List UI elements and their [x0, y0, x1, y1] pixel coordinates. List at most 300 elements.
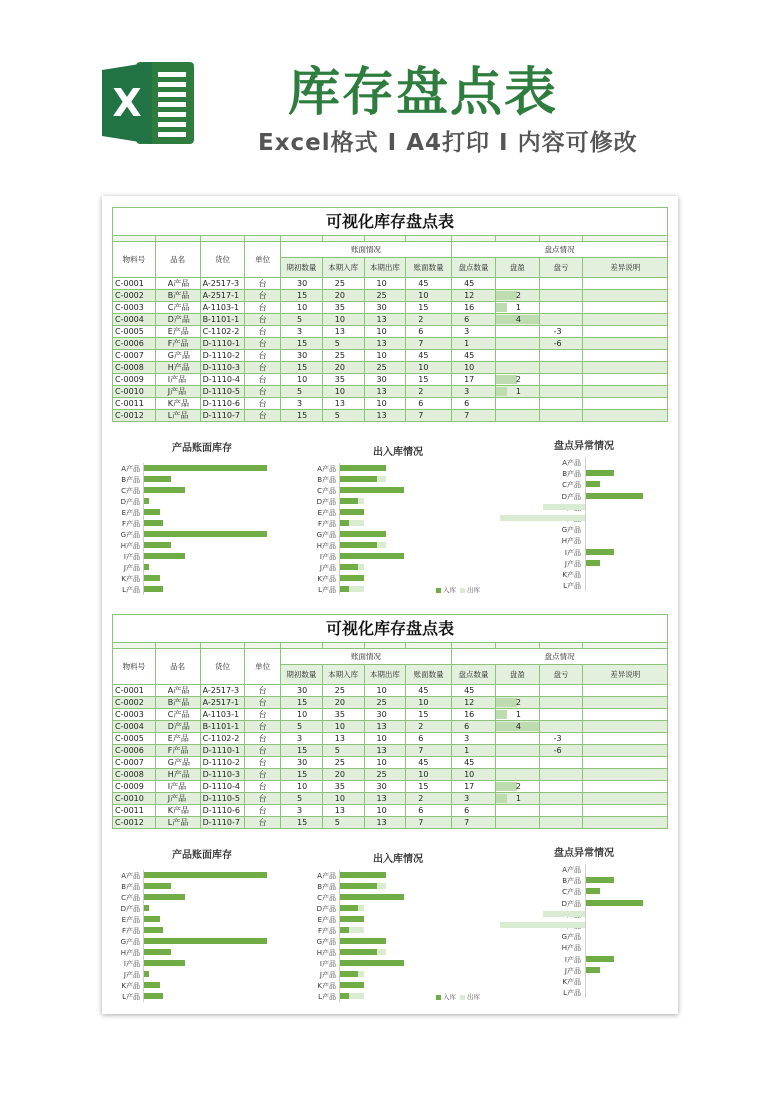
- table-cell[interactable]: 13: [322, 805, 364, 817]
- table-cell[interactable]: D-1110-5: [200, 386, 245, 398]
- table-cell[interactable]: [539, 290, 583, 302]
- table-cell[interactable]: B产品: [155, 697, 200, 709]
- table-cell[interactable]: 台: [245, 362, 281, 374]
- table-cell[interactable]: 13: [364, 817, 406, 829]
- table-cell[interactable]: K产品: [155, 398, 200, 410]
- table-cell[interactable]: 台: [245, 386, 281, 398]
- table-cell[interactable]: A-2517-1: [200, 697, 245, 709]
- table-cell[interactable]: [539, 793, 583, 805]
- table-cell[interactable]: 10: [364, 757, 406, 769]
- table-cell[interactable]: 20: [322, 697, 364, 709]
- table-cell[interactable]: 10: [322, 721, 364, 733]
- table-cell[interactable]: 3: [281, 733, 323, 745]
- table-cell[interactable]: 6: [406, 733, 452, 745]
- table-cell[interactable]: 3: [281, 326, 323, 338]
- table-cell[interactable]: 45: [452, 278, 496, 290]
- table-cell[interactable]: 30: [364, 781, 406, 793]
- table-cell[interactable]: 10: [364, 350, 406, 362]
- table-cell[interactable]: F产品: [155, 745, 200, 757]
- table-cell[interactable]: 25: [322, 278, 364, 290]
- table-cell[interactable]: C-0003: [113, 302, 156, 314]
- table-cell[interactable]: [539, 362, 583, 374]
- table-cell[interactable]: 35: [322, 374, 364, 386]
- table-cell[interactable]: 16: [452, 302, 496, 314]
- table-cell[interactable]: 7: [406, 338, 452, 350]
- table-cell[interactable]: [583, 697, 668, 709]
- table-cell[interactable]: 5: [281, 386, 323, 398]
- table-cell[interactable]: 台: [245, 685, 281, 697]
- table-cell[interactable]: [539, 769, 583, 781]
- table-cell[interactable]: D-1110-4: [200, 374, 245, 386]
- table-cell[interactable]: 10: [322, 793, 364, 805]
- table-cell[interactable]: 45: [406, 278, 452, 290]
- table-cell[interactable]: D-1110-6: [200, 398, 245, 410]
- table-cell[interactable]: 7: [406, 745, 452, 757]
- table-cell[interactable]: C-0001: [113, 685, 156, 697]
- table-cell[interactable]: -6: [539, 338, 583, 350]
- table-cell[interactable]: 6: [452, 398, 496, 410]
- table-cell[interactable]: [495, 745, 539, 757]
- table-cell[interactable]: [583, 302, 668, 314]
- table-cell[interactable]: C-0005: [113, 326, 156, 338]
- table-cell[interactable]: [583, 709, 668, 721]
- table-cell[interactable]: C产品: [155, 302, 200, 314]
- table-row: [113, 278, 668, 290]
- table-cell[interactable]: C-0006: [113, 338, 156, 350]
- table-cell[interactable]: C-0006: [113, 745, 156, 757]
- table-cell[interactable]: 2: [406, 721, 452, 733]
- table-cell[interactable]: C产品: [155, 709, 200, 721]
- table-cell[interactable]: C-0002: [113, 290, 156, 302]
- table-cell[interactable]: D-1110-1: [200, 338, 245, 350]
- table-cell[interactable]: 45: [452, 350, 496, 362]
- table-cell[interactable]: C-0010: [113, 793, 156, 805]
- table-cell[interactable]: 13: [364, 338, 406, 350]
- table-cell[interactable]: 台: [245, 793, 281, 805]
- table-cell[interactable]: [583, 290, 668, 302]
- table-cell[interactable]: 10: [452, 769, 496, 781]
- table-cell[interactable]: [495, 697, 539, 709]
- table-cell[interactable]: 7: [452, 410, 496, 422]
- table-cell[interactable]: 30: [281, 757, 323, 769]
- table-cell[interactable]: 台: [245, 781, 281, 793]
- table-cell[interactable]: 3: [452, 733, 496, 745]
- table-cell[interactable]: 10: [364, 398, 406, 410]
- table-cell[interactable]: D-1110-7: [200, 410, 245, 422]
- table-cell[interactable]: [495, 302, 539, 314]
- table-cell[interactable]: H产品: [155, 769, 200, 781]
- table-cell[interactable]: 2: [406, 386, 452, 398]
- table-cell[interactable]: 6: [406, 805, 452, 817]
- table-cell[interactable]: D-1110-3: [200, 362, 245, 374]
- category-label: D产品: [316, 498, 336, 506]
- table-cell[interactable]: 台: [245, 745, 281, 757]
- table-cell[interactable]: 25: [364, 290, 406, 302]
- table-cell[interactable]: 7: [406, 410, 452, 422]
- table-cell[interactable]: 15: [406, 374, 452, 386]
- table-cell[interactable]: 15: [281, 745, 323, 757]
- table-cell[interactable]: 台: [245, 697, 281, 709]
- table-cell[interactable]: 台: [245, 314, 281, 326]
- table-cell[interactable]: 30: [364, 709, 406, 721]
- table-cell[interactable]: 45: [406, 685, 452, 697]
- table-cell[interactable]: [539, 398, 583, 410]
- table-cell[interactable]: 25: [322, 350, 364, 362]
- table-cell[interactable]: 15: [281, 338, 323, 350]
- table-cell[interactable]: 10: [281, 709, 323, 721]
- table-cell[interactable]: -6: [539, 745, 583, 757]
- table-cell[interactable]: K产品: [155, 805, 200, 817]
- table-cell[interactable]: 6: [452, 805, 496, 817]
- table-cell[interactable]: 6: [452, 314, 496, 326]
- table-cell[interactable]: C-0009: [113, 781, 156, 793]
- table-cell[interactable]: 2: [406, 793, 452, 805]
- category-label: G产品: [120, 531, 140, 539]
- table-cell[interactable]: 台: [245, 805, 281, 817]
- table-cell[interactable]: [539, 805, 583, 817]
- table-cell[interactable]: J产品: [155, 386, 200, 398]
- table-cell[interactable]: 10: [322, 314, 364, 326]
- table-cell[interactable]: C-0008: [113, 769, 156, 781]
- table-cell[interactable]: 30: [281, 350, 323, 362]
- table-cell[interactable]: C-1102-2: [200, 326, 245, 338]
- table-cell[interactable]: L产品: [155, 410, 200, 422]
- table-cell[interactable]: [583, 733, 668, 745]
- table-cell[interactable]: 台: [245, 817, 281, 829]
- table-cell[interactable]: 10: [364, 805, 406, 817]
- table-cell[interactable]: [583, 362, 668, 374]
- table-cell[interactable]: D产品: [155, 721, 200, 733]
- table-cell[interactable]: B-1101-1: [200, 721, 245, 733]
- table-cell[interactable]: 45: [452, 685, 496, 697]
- table-cell[interactable]: 台: [245, 290, 281, 302]
- table-cell[interactable]: [495, 781, 539, 793]
- table-cell[interactable]: 3: [452, 326, 496, 338]
- table-cell[interactable]: A-2517-3: [200, 278, 245, 290]
- table-cell[interactable]: [495, 290, 539, 302]
- table-cell[interactable]: 10: [406, 769, 452, 781]
- table-cell[interactable]: [583, 398, 668, 410]
- table-cell[interactable]: [539, 697, 583, 709]
- table-cell[interactable]: C-0003: [113, 709, 156, 721]
- table-cell[interactable]: E产品: [155, 733, 200, 745]
- table-cell[interactable]: C-0005: [113, 733, 156, 745]
- table-cell[interactable]: C-0010: [113, 386, 156, 398]
- table-cell[interactable]: [583, 350, 668, 362]
- table-cell[interactable]: 25: [364, 362, 406, 374]
- table-cell[interactable]: 30: [281, 685, 323, 697]
- table-cell[interactable]: [495, 386, 539, 398]
- table-cell[interactable]: [583, 374, 668, 386]
- table-cell[interactable]: [539, 709, 583, 721]
- table-cell[interactable]: 台: [245, 302, 281, 314]
- table-cell[interactable]: 15: [281, 290, 323, 302]
- table-cell[interactable]: 10: [281, 374, 323, 386]
- table-cell[interactable]: 45: [452, 757, 496, 769]
- table-cell[interactable]: 6: [452, 721, 496, 733]
- table-cell[interactable]: G产品: [155, 757, 200, 769]
- table-cell[interactable]: 5: [322, 338, 364, 350]
- table-cell[interactable]: 45: [406, 757, 452, 769]
- table-cell[interactable]: 台: [245, 326, 281, 338]
- table-cell[interactable]: [583, 805, 668, 817]
- table-cell[interactable]: [583, 757, 668, 769]
- table-cell[interactable]: D-1110-5: [200, 793, 245, 805]
- table-cell[interactable]: C-0012: [113, 817, 156, 829]
- table-cell[interactable]: D-1110-3: [200, 769, 245, 781]
- table-cell[interactable]: 13: [364, 793, 406, 805]
- chart-axis: [585, 864, 586, 998]
- table-cell[interactable]: [495, 817, 539, 829]
- table-cell[interactable]: G产品: [155, 350, 200, 362]
- table-cell[interactable]: 6: [406, 398, 452, 410]
- table-cell[interactable]: [539, 685, 583, 697]
- table-cell[interactable]: 13: [364, 410, 406, 422]
- table-cell[interactable]: [583, 314, 668, 326]
- table-cell[interactable]: 台: [245, 278, 281, 290]
- table-cell[interactable]: 13: [322, 733, 364, 745]
- table-cell[interactable]: L产品: [155, 817, 200, 829]
- table-cell[interactable]: 10: [281, 302, 323, 314]
- table-cell[interactable]: [495, 793, 539, 805]
- table-cell[interactable]: 台: [245, 374, 281, 386]
- table-cell[interactable]: I产品: [155, 374, 200, 386]
- table-cell[interactable]: C-0008: [113, 362, 156, 374]
- table-cell[interactable]: 35: [322, 709, 364, 721]
- table-cell[interactable]: B产品: [155, 290, 200, 302]
- table-cell[interactable]: A产品: [155, 685, 200, 697]
- in-bar: [340, 872, 386, 878]
- table-cell[interactable]: A-2517-1: [200, 290, 245, 302]
- table-cell[interactable]: 3: [281, 805, 323, 817]
- table-cell[interactable]: [495, 757, 539, 769]
- table-cell[interactable]: [583, 338, 668, 350]
- table-cell[interactable]: C-0007: [113, 757, 156, 769]
- table-cell[interactable]: 台: [245, 350, 281, 362]
- table-cell[interactable]: 台: [245, 733, 281, 745]
- table-cell[interactable]: [495, 398, 539, 410]
- column-header: 盘亏: [539, 258, 583, 278]
- table-cell[interactable]: [495, 314, 539, 326]
- table-cell[interactable]: C-0011: [113, 805, 156, 817]
- table-cell[interactable]: [583, 721, 668, 733]
- table-cell[interactable]: [539, 350, 583, 362]
- table-cell[interactable]: 20: [322, 769, 364, 781]
- table-cell[interactable]: 13: [364, 314, 406, 326]
- table-cell[interactable]: 1: [452, 745, 496, 757]
- table-cell[interactable]: 35: [322, 302, 364, 314]
- table-cell[interactable]: D-1110-2: [200, 350, 245, 362]
- table-cell[interactable]: [495, 769, 539, 781]
- table-cell[interactable]: 台: [245, 721, 281, 733]
- table-cell[interactable]: 10: [364, 733, 406, 745]
- table-cell[interactable]: 5: [322, 817, 364, 829]
- table-cell[interactable]: A-2517-3: [200, 685, 245, 697]
- table-cell[interactable]: D产品: [155, 314, 200, 326]
- table-cell[interactable]: [539, 278, 583, 290]
- table-cell[interactable]: A-1103-1: [200, 709, 245, 721]
- table-cell[interactable]: 30: [364, 302, 406, 314]
- table-cell[interactable]: 13: [364, 745, 406, 757]
- table-cell[interactable]: E产品: [155, 326, 200, 338]
- table-cell[interactable]: 15: [406, 709, 452, 721]
- table-cell[interactable]: 25: [322, 685, 364, 697]
- table-cell[interactable]: 2: [406, 314, 452, 326]
- table-cell[interactable]: 10: [322, 386, 364, 398]
- table-cell[interactable]: H产品: [155, 362, 200, 374]
- table-cell[interactable]: 25: [322, 757, 364, 769]
- table-cell[interactable]: 5: [281, 314, 323, 326]
- table-cell[interactable]: C-0011: [113, 398, 156, 410]
- table-cell[interactable]: C-0004: [113, 721, 156, 733]
- table-cell[interactable]: D-1110-1: [200, 745, 245, 757]
- table-cell[interactable]: C-0001: [113, 278, 156, 290]
- table-cell[interactable]: 台: [245, 757, 281, 769]
- table-cell[interactable]: C-0002: [113, 697, 156, 709]
- category-label: K产品: [317, 575, 336, 583]
- table-cell[interactable]: F产品: [155, 338, 200, 350]
- table-cell[interactable]: 13: [322, 398, 364, 410]
- table-cell[interactable]: 15: [281, 362, 323, 374]
- table-cell[interactable]: 16: [452, 709, 496, 721]
- table-cell[interactable]: 台: [245, 769, 281, 781]
- table-cell[interactable]: 5: [281, 793, 323, 805]
- table-cell[interactable]: 17: [452, 374, 496, 386]
- table-cell[interactable]: [539, 817, 583, 829]
- table-cell[interactable]: 3: [281, 398, 323, 410]
- table-cell[interactable]: 5: [281, 721, 323, 733]
- table-cell[interactable]: [539, 757, 583, 769]
- table-cell[interactable]: 10: [364, 278, 406, 290]
- table-cell[interactable]: D-1110-6: [200, 805, 245, 817]
- table-cell[interactable]: C-1102-2: [200, 733, 245, 745]
- table-cell[interactable]: 12: [452, 290, 496, 302]
- table-cell[interactable]: I产品: [155, 781, 200, 793]
- table-cell[interactable]: 10: [281, 781, 323, 793]
- table-cell[interactable]: 13: [364, 721, 406, 733]
- table-cell[interactable]: A产品: [155, 278, 200, 290]
- table-cell[interactable]: [495, 685, 539, 697]
- table-cell[interactable]: [539, 781, 583, 793]
- table-cell[interactable]: [583, 745, 668, 757]
- table-cell[interactable]: [539, 410, 583, 422]
- table-cell[interactable]: 15: [281, 410, 323, 422]
- table-cell[interactable]: 15: [281, 769, 323, 781]
- table-cell[interactable]: 25: [364, 697, 406, 709]
- charts-area: [112, 439, 668, 609]
- table-cell[interactable]: [583, 781, 668, 793]
- table-cell[interactable]: 5: [322, 410, 364, 422]
- table-cell[interactable]: 3: [452, 386, 496, 398]
- table-cell[interactable]: 6: [406, 326, 452, 338]
- table-cell[interactable]: C-0007: [113, 350, 156, 362]
- table-cell[interactable]: [583, 386, 668, 398]
- table-cell[interactable]: D-1110-7: [200, 817, 245, 829]
- table-cell[interactable]: 15: [406, 781, 452, 793]
- table-cell[interactable]: 30: [364, 374, 406, 386]
- table-cell[interactable]: [583, 817, 668, 829]
- column-header: 账面数量: [406, 665, 452, 685]
- table-cell[interactable]: [583, 326, 668, 338]
- table-cell[interactable]: 13: [364, 386, 406, 398]
- table-cell[interactable]: [539, 721, 583, 733]
- table-cell[interactable]: J产品: [155, 793, 200, 805]
- table-cell[interactable]: C-0012: [113, 410, 156, 422]
- table-cell[interactable]: [583, 278, 668, 290]
- table-cell[interactable]: 20: [322, 362, 364, 374]
- table-cell[interactable]: 20: [322, 290, 364, 302]
- table-cell[interactable]: 5: [322, 745, 364, 757]
- table-cell[interactable]: C-0004: [113, 314, 156, 326]
- table-cell[interactable]: [539, 302, 583, 314]
- table-cell[interactable]: [495, 362, 539, 374]
- table-cell[interactable]: [495, 374, 539, 386]
- table-cell[interactable]: 15: [281, 817, 323, 829]
- table-cell[interactable]: 台: [245, 398, 281, 410]
- table-cell[interactable]: [495, 805, 539, 817]
- table-cell[interactable]: [539, 374, 583, 386]
- table-cell[interactable]: [495, 350, 539, 362]
- table-row: [113, 781, 668, 793]
- table-cell[interactable]: [495, 326, 539, 338]
- table-cell[interactable]: A-1103-1: [200, 302, 245, 314]
- table-cell[interactable]: 3: [452, 793, 496, 805]
- table-cell[interactable]: [495, 338, 539, 350]
- table-cell[interactable]: -3: [539, 733, 583, 745]
- table-cell[interactable]: 台: [245, 709, 281, 721]
- table-cell[interactable]: 10: [364, 326, 406, 338]
- table-cell[interactable]: [583, 410, 668, 422]
- table-cell[interactable]: 45: [406, 350, 452, 362]
- table-cell[interactable]: 7: [406, 817, 452, 829]
- table-cell[interactable]: 台: [245, 410, 281, 422]
- table-cell[interactable]: [583, 793, 668, 805]
- table-cell[interactable]: [539, 386, 583, 398]
- table-cell[interactable]: [495, 733, 539, 745]
- table-cell[interactable]: 10: [452, 362, 496, 374]
- table-cell[interactable]: 25: [364, 769, 406, 781]
- table-cell[interactable]: 15: [281, 697, 323, 709]
- table-cell[interactable]: 1: [452, 338, 496, 350]
- table-cell[interactable]: 10: [406, 290, 452, 302]
- table-cell[interactable]: [495, 721, 539, 733]
- table-cell[interactable]: D-1110-2: [200, 757, 245, 769]
- table-cell[interactable]: [495, 410, 539, 422]
- table-cell[interactable]: 12: [452, 697, 496, 709]
- table-cell[interactable]: [583, 685, 668, 697]
- table-cell[interactable]: 13: [322, 326, 364, 338]
- table-cell[interactable]: 10: [406, 697, 452, 709]
- table-cell[interactable]: C-0009: [113, 374, 156, 386]
- in-bar: [340, 586, 349, 592]
- table-cell[interactable]: -3: [539, 326, 583, 338]
- table-cell[interactable]: 台: [245, 338, 281, 350]
- table-cell[interactable]: D-1110-4: [200, 781, 245, 793]
- table-cell[interactable]: [495, 709, 539, 721]
- table-cell[interactable]: [583, 769, 668, 781]
- table-cell[interactable]: [539, 314, 583, 326]
- table-cell[interactable]: 10: [406, 362, 452, 374]
- table-cell[interactable]: B-1101-1: [200, 314, 245, 326]
- table-cell[interactable]: 7: [452, 817, 496, 829]
- table-cell[interactable]: [495, 278, 539, 290]
- table-cell[interactable]: 15: [406, 302, 452, 314]
- table-cell[interactable]: 30: [281, 278, 323, 290]
- table-cell[interactable]: 35: [322, 781, 364, 793]
- table-cell[interactable]: 10: [364, 685, 406, 697]
- page-subtitle: Excel格式 I A4打印 I 内容可修改: [258, 130, 638, 156]
- table-cell[interactable]: 17: [452, 781, 496, 793]
